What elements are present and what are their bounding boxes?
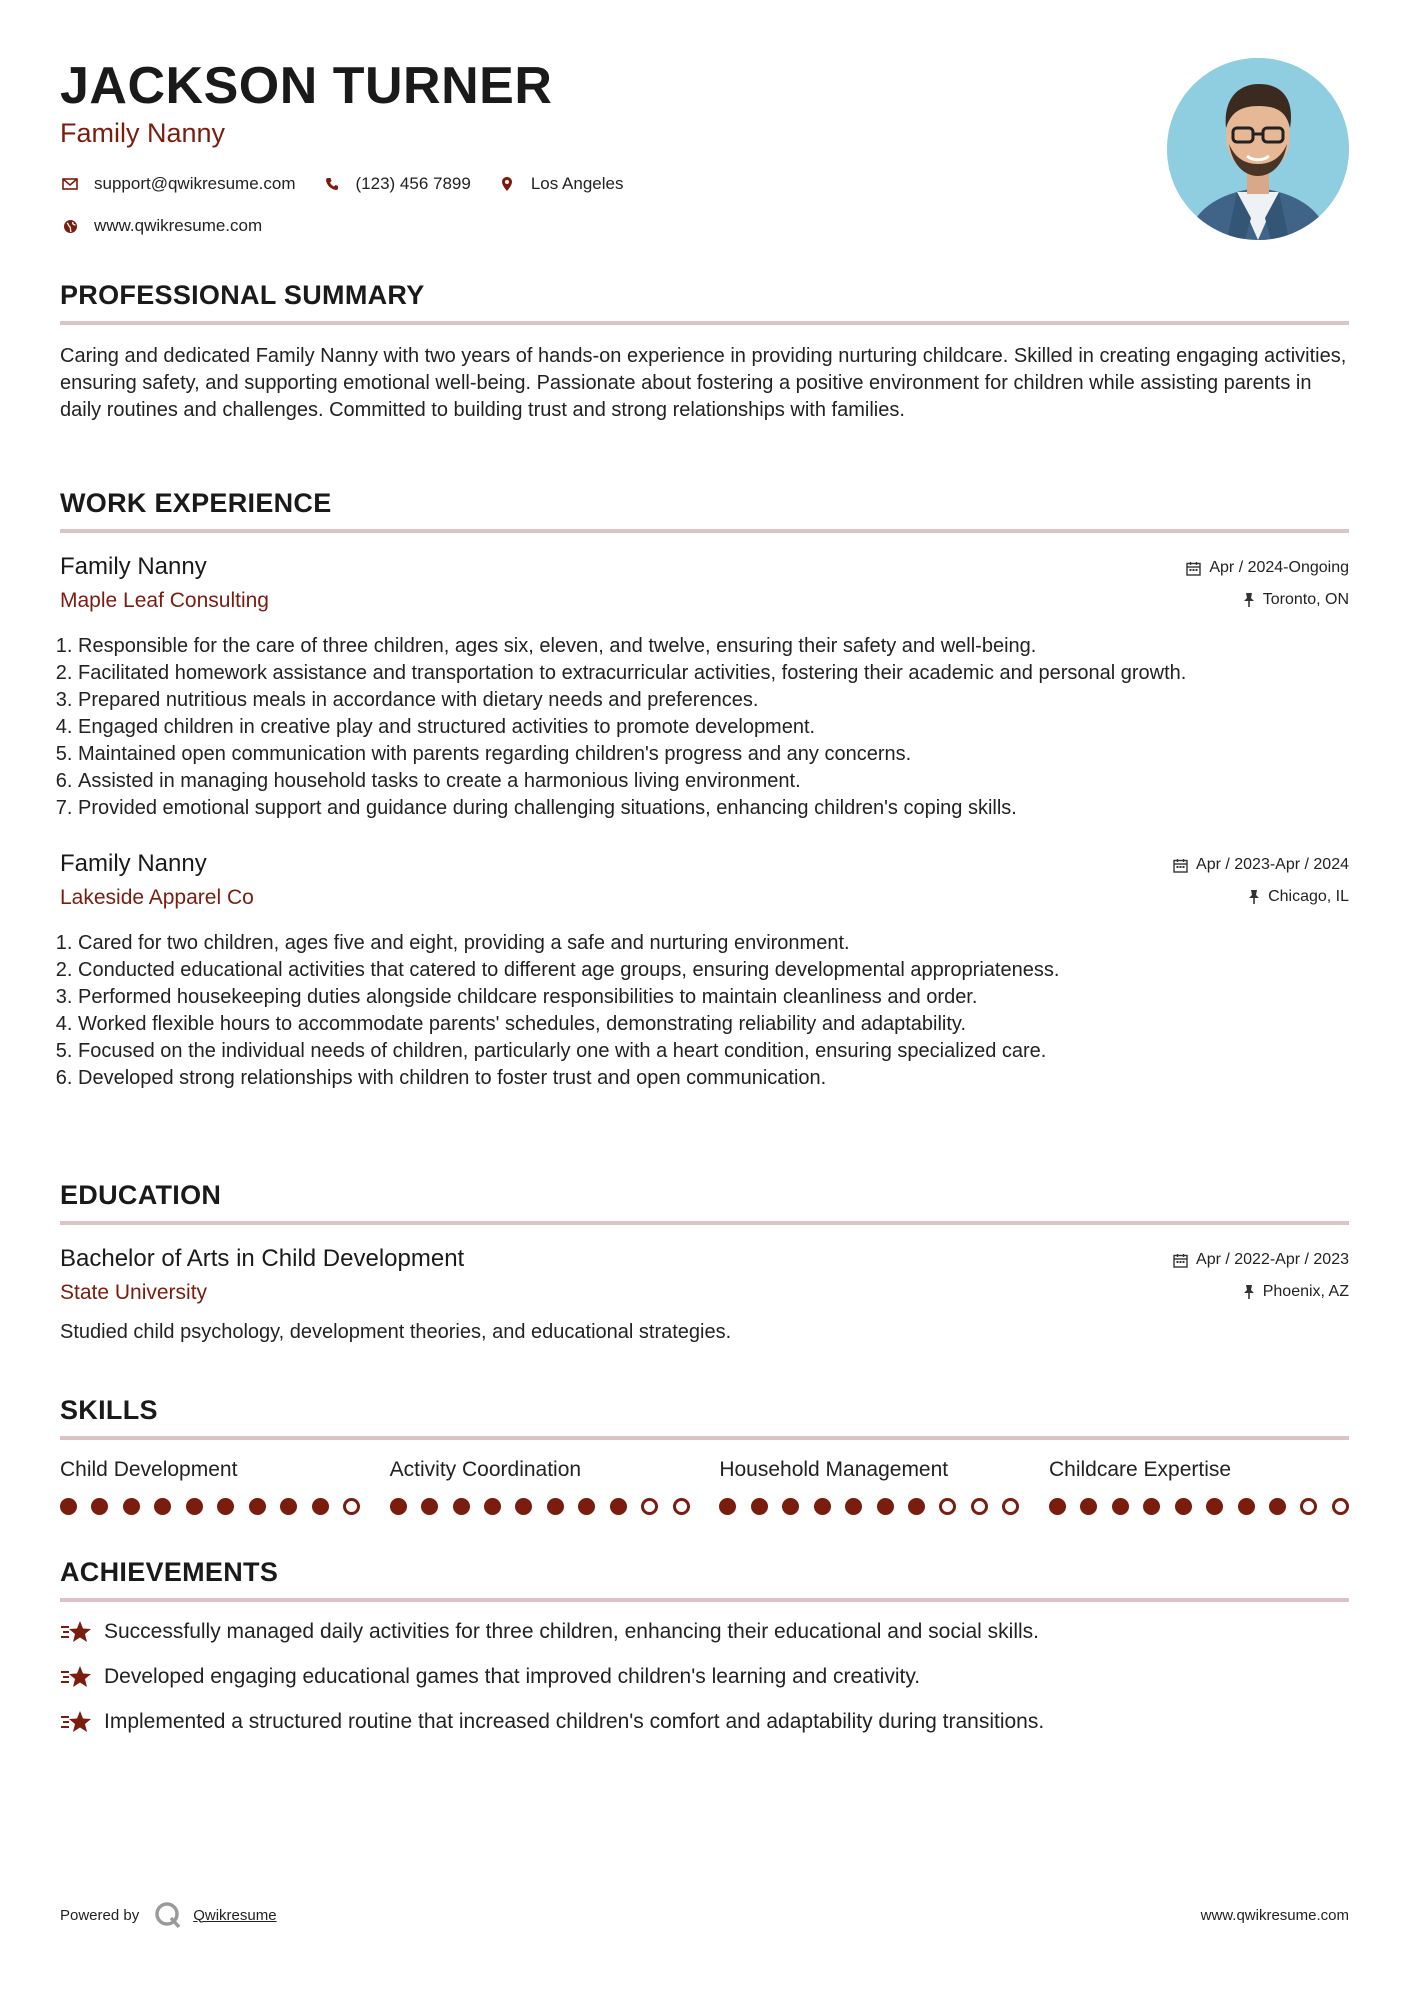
- education-date-text: Apr / 2022-Apr / 2023: [1196, 1251, 1349, 1268]
- section-divider: [60, 529, 1349, 533]
- rating-dot-filled: [845, 1498, 862, 1515]
- job-company: Maple Leaf Consulting: [60, 589, 269, 612]
- calendar-icon: [1173, 1253, 1188, 1268]
- rating-dot-filled: [610, 1498, 627, 1515]
- education-location: [1243, 1283, 1349, 1301]
- summary-text: Caring and dedicated Family Nanny with two years of hands-on experience in providing nurturing childcare. Skilled in creating engaging activities, ensuring safety, and supporting emotional well-being. Passionate about fostering a positive environment for children while assisting parents in daily routines and challenges. Committed to building trust and strong relationships with families.: [60, 345, 1347, 421]
- star-achievement-icon: [60, 1708, 92, 1736]
- rating-dot-filled: [1143, 1498, 1160, 1515]
- qwikresume-logo-icon: [153, 1900, 183, 1930]
- star-achievement-icon: [60, 1663, 92, 1691]
- experience-title: WORK EXPERIENCE: [60, 488, 332, 518]
- job-location-text: Toronto, ON: [1262, 591, 1349, 608]
- rating-dot-filled: [814, 1498, 831, 1515]
- list-item: 2. Facilitated homework assistance and transportation to extracurricular activities, fostering their academic and personal growth.: [78, 660, 1349, 687]
- skills-list: [60, 1458, 1349, 1515]
- list-item: 6. Assisted in managing household tasks to create a harmonious living environment.: [78, 768, 1349, 795]
- calendar-icon: [1186, 561, 1201, 576]
- education-location-text: Phoenix, AZ: [1262, 1283, 1349, 1300]
- star-achievement-icon: [60, 1618, 92, 1646]
- rating-dot-empty: [1002, 1498, 1019, 1515]
- rating-dot-filled: [484, 1498, 501, 1515]
- job-entry: [60, 850, 1349, 1092]
- list-item: 5. Maintained open communication with parents regarding children's progress and any concerns.: [78, 741, 1349, 768]
- rating-dot-empty: [641, 1498, 658, 1515]
- education-date: [1173, 1251, 1349, 1269]
- section-divider: [60, 1221, 1349, 1225]
- skill-rating: [719, 1498, 1019, 1515]
- degree-title: Bachelor of Arts in Child Development: [60, 1245, 465, 1272]
- rating-dot-filled: [547, 1498, 564, 1515]
- list-item: 4. Worked flexible hours to accommodate parents' schedules, demonstrating reliability and adaptability.: [78, 1011, 1349, 1038]
- job-location-text: Chicago, IL: [1268, 888, 1349, 905]
- skill-rating: [390, 1498, 690, 1515]
- candidate-role: Family Nanny: [60, 118, 226, 148]
- rating-dot-empty: [673, 1498, 690, 1515]
- job-date-text: Apr / 2024-Ongoing: [1209, 559, 1349, 576]
- rating-dot-filled: [1238, 1498, 1255, 1515]
- list-item: 4. Engaged children in creative play and structured activities to promote development.: [78, 714, 1349, 741]
- achievement-text: Developed engaging educational games that improved children's learning and creativity.: [104, 1665, 921, 1688]
- rating-dot-filled: [515, 1498, 532, 1515]
- education-section: [60, 1180, 1349, 1346]
- calendar-icon: [1173, 858, 1188, 873]
- email-text[interactable]: support@qwikresume.com: [94, 174, 296, 193]
- job-date: [1186, 559, 1349, 577]
- skill-item: [1049, 1458, 1349, 1515]
- job-title: Family Nanny: [60, 850, 207, 877]
- skills-title: SKILLS: [60, 1395, 158, 1425]
- job-company: Lakeside Apparel Co: [60, 886, 254, 909]
- job-date: [1173, 856, 1349, 874]
- achievements-title: ACHIEVEMENTS: [60, 1557, 279, 1587]
- rating-dot-filled: [578, 1498, 595, 1515]
- skill-item: [719, 1458, 1019, 1515]
- rating-dot-filled: [1269, 1498, 1286, 1515]
- rating-dot-filled: [908, 1498, 925, 1515]
- rating-dot-filled: [1175, 1498, 1192, 1515]
- section-divider: [60, 1436, 1349, 1440]
- rating-dot-empty: [1332, 1498, 1349, 1515]
- phone-text[interactable]: (123) 456 7899: [355, 174, 471, 193]
- rating-dot-filled: [421, 1498, 438, 1515]
- list-item: 7. Provided emotional support and guidance during challenging situations, enhancing children's coping skills.: [78, 795, 1349, 822]
- list-item: 1. Cared for two children, ages five and eight, providing a safe and nurturing environment.: [78, 930, 1349, 957]
- globe-icon: [60, 216, 80, 236]
- rating-dot-filled: [186, 1498, 203, 1515]
- skills-section: [60, 1395, 1349, 1515]
- skill-name: Childcare Expertise: [1048, 1458, 1232, 1481]
- achievement-item: [60, 1662, 1349, 1692]
- rating-dot-filled: [91, 1498, 108, 1515]
- job-location: [1243, 591, 1349, 609]
- school-name: State University: [60, 1281, 208, 1304]
- powered-by-label: Powered by: [60, 1906, 140, 1924]
- summary-section: [60, 280, 1349, 424]
- rating-dot-filled: [1049, 1498, 1066, 1515]
- rating-dot-filled: [312, 1498, 329, 1515]
- brand-link[interactable]: Qwikresume: [193, 1906, 277, 1924]
- achievement-text: Successfully managed daily activities for three children, enhancing their educational and social skills.: [104, 1620, 1040, 1643]
- rating-dot-filled: [1112, 1498, 1129, 1515]
- achievement-item: [60, 1707, 1349, 1737]
- pushpin-icon: [1248, 889, 1260, 905]
- skill-item: [60, 1458, 360, 1515]
- website-text[interactable]: www.qwikresume.com: [94, 216, 263, 235]
- skill-item: [390, 1458, 690, 1515]
- candidate-name: JACKSON TURNER: [60, 57, 553, 115]
- rating-dot-filled: [390, 1498, 407, 1515]
- rating-dot-filled: [60, 1498, 77, 1515]
- rating-dot-empty: [1300, 1498, 1317, 1515]
- summary-title: PROFESSIONAL SUMMARY: [60, 280, 425, 310]
- profile-photo: [1167, 58, 1349, 240]
- education-entry: [60, 1245, 1349, 1346]
- section-divider: [60, 321, 1349, 325]
- rating-dot-filled: [280, 1498, 297, 1515]
- job-location: [1248, 888, 1349, 906]
- experience-section: [60, 488, 1349, 1092]
- list-item: 6. Developed strong relationships with children to foster trust and open communication.: [78, 1065, 1349, 1092]
- job-entry: [60, 553, 1349, 822]
- achievement-item: [60, 1617, 1349, 1647]
- rating-dot-filled: [719, 1498, 736, 1515]
- list-item: 2. Conducted educational activities that catered to different age groups, ensuring developmental appropriateness.: [78, 957, 1349, 984]
- page-footer: [60, 1900, 1349, 1930]
- skill-rating: [1049, 1498, 1349, 1515]
- education-description: Studied child psychology, development theories, and educational strategies.: [60, 1321, 732, 1343]
- skill-name: Activity Coordination: [389, 1458, 582, 1481]
- footer-website[interactable]: www.qwikresume.com: [1200, 1906, 1349, 1924]
- rating-dot-empty: [939, 1498, 956, 1515]
- rating-dot-empty: [971, 1498, 988, 1515]
- education-title: EDUCATION: [60, 1180, 222, 1210]
- rating-dot-filled: [877, 1498, 894, 1515]
- list-item: 3. Prepared nutritious meals in accordance with dietary needs and preferences.: [78, 687, 1349, 714]
- list-item: 1. Responsible for the care of three children, ages six, eleven, and twelve, ensuring their safety and well-being.: [78, 633, 1349, 660]
- job-date-text: Apr / 2023-Apr / 2024: [1196, 856, 1349, 873]
- skill-rating: [60, 1498, 360, 1515]
- pushpin-icon: [1243, 1284, 1255, 1300]
- rating-dot-empty: [343, 1498, 360, 1515]
- job-duties: [60, 930, 1349, 1092]
- job-duties: [60, 633, 1349, 822]
- rating-dot-filled: [1080, 1498, 1097, 1515]
- rating-dot-filled: [154, 1498, 171, 1515]
- rating-dot-filled: [1206, 1498, 1223, 1515]
- list-item: 5. Focused on the individual needs of children, particularly one with a heart condition, ensuring specialized care.: [78, 1038, 1349, 1065]
- rating-dot-filled: [123, 1498, 140, 1515]
- rating-dot-filled: [453, 1498, 470, 1515]
- contact-info: [60, 172, 649, 256]
- achievement-text: Implemented a structured routine that increased children's comfort and adaptability during transitions.: [104, 1710, 1045, 1733]
- rating-dot-filled: [217, 1498, 234, 1515]
- achievements-section: [60, 1557, 1349, 1737]
- rating-dot-filled: [249, 1498, 266, 1515]
- pushpin-icon: [1243, 592, 1255, 608]
- location-text: Los Angeles: [530, 174, 624, 193]
- rating-dot-filled: [782, 1498, 799, 1515]
- map-pin-icon: [497, 174, 517, 194]
- phone-icon: [322, 174, 342, 194]
- skill-name: Household Management: [719, 1458, 949, 1481]
- skill-name: Child Development: [60, 1458, 238, 1481]
- job-title: Family Nanny: [60, 553, 207, 580]
- list-item: 3. Performed housekeeping duties alongside childcare responsibilities to maintain cleanliness and order.: [78, 984, 1349, 1011]
- section-divider: [60, 1598, 1349, 1602]
- envelope-icon: [60, 174, 80, 194]
- rating-dot-filled: [751, 1498, 768, 1515]
